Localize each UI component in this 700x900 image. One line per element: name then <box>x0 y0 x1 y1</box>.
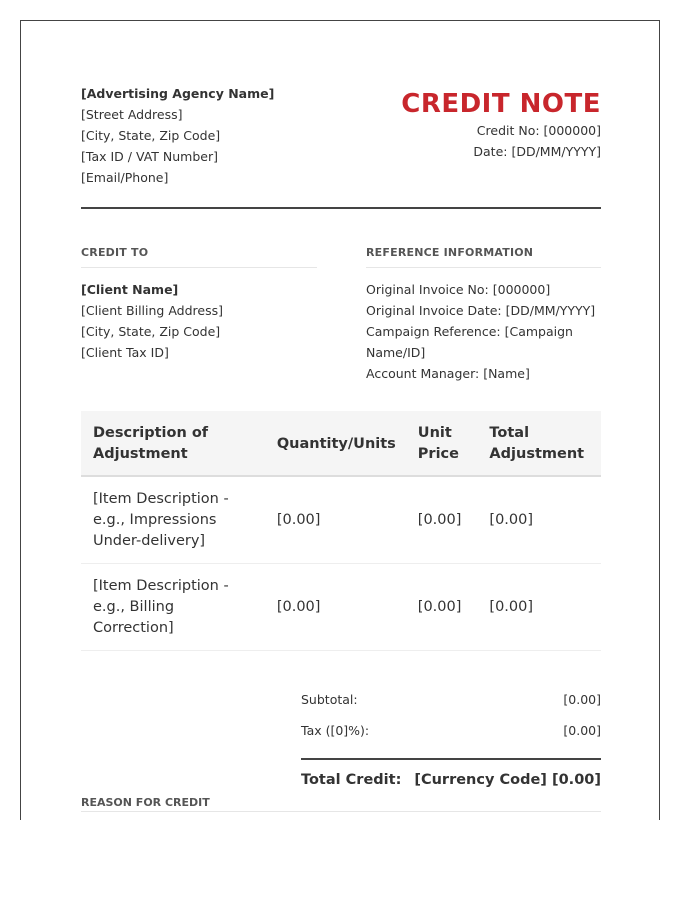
table-row <box>81 476 601 564</box>
credit-note-block <box>401 83 601 162</box>
tax-value: [0.00] <box>563 723 601 738</box>
row-total: [0.00] <box>477 564 601 651</box>
table-header-row <box>81 411 601 476</box>
reference-label: REFERENCE INFORMATION <box>366 242 601 268</box>
account-manager: Account Manager: [Name] <box>366 366 530 381</box>
subtotal-row <box>301 684 601 715</box>
original-invoice-date: Original Invoice Date: [DD/MM/YYYY] <box>366 303 596 318</box>
page-title: CREDIT NOTE <box>401 89 601 119</box>
document-content <box>81 83 601 812</box>
row-unit-price: [0.00] <box>406 476 478 564</box>
client-name: [Client Name] <box>81 282 179 297</box>
column-header-total-adjustment: Total Adjustment <box>477 411 601 476</box>
column-header-unit-price: Unit Price <box>406 411 478 476</box>
credit-to-section <box>81 242 317 363</box>
credit-number: Credit No: [000000] <box>476 123 601 138</box>
credit-to-label: CREDIT TO <box>81 242 317 268</box>
document-page <box>20 20 660 820</box>
row-unit-price: [0.00] <box>406 564 478 651</box>
agency-name: [Advertising Agency Name] <box>81 86 275 101</box>
reference-section <box>366 242 601 384</box>
row-total: [0.00] <box>477 476 601 564</box>
agency-tax-id: [Tax ID / VAT Number] <box>81 149 218 164</box>
total-credit-label: Total Credit: <box>301 772 402 788</box>
original-invoice-no: Original Invoice No: [000000] <box>366 282 551 297</box>
tax-row <box>301 715 601 746</box>
row-quantity: [0.00] <box>265 564 406 651</box>
client-city: [City, State, Zip Code] <box>81 324 221 339</box>
subtotal-label: Subtotal: <box>301 692 358 707</box>
column-header-quantity: Quantity/Units <box>265 411 406 476</box>
total-credit-row <box>301 758 601 788</box>
agency-city: [City, State, Zip Code] <box>81 128 221 143</box>
credit-date: Date: [DD/MM/YYYY] <box>473 144 601 159</box>
total-credit-value: [Currency Code] [0.00] <box>414 772 601 788</box>
totals-section <box>301 684 601 788</box>
table-row <box>81 564 601 651</box>
column-header-description: Description of Adjustment <box>81 411 265 476</box>
parties-section <box>81 209 601 411</box>
agency-contact: [Email/Phone] <box>81 170 169 185</box>
row-quantity: [0.00] <box>265 476 406 564</box>
campaign-reference: Campaign Reference: [Campaign Name/ID] <box>366 324 573 360</box>
agency-info <box>81 83 341 188</box>
tax-label: Tax ([0]%): <box>301 723 370 738</box>
agency-street: [Street Address] <box>81 107 183 122</box>
client-billing-address: [Client Billing Address] <box>81 303 223 318</box>
row-description: [Item Description - e.g., Impressions Under-delivery] <box>81 476 265 564</box>
reason-for-credit-label: REASON FOR CREDIT <box>81 796 601 812</box>
row-description: [Item Description - e.g., Billing Correction] <box>81 564 265 651</box>
subtotal-value: [0.00] <box>563 692 601 707</box>
document-header <box>81 83 601 207</box>
adjustments-table <box>81 411 601 651</box>
client-tax-id: [Client Tax ID] <box>81 345 169 360</box>
